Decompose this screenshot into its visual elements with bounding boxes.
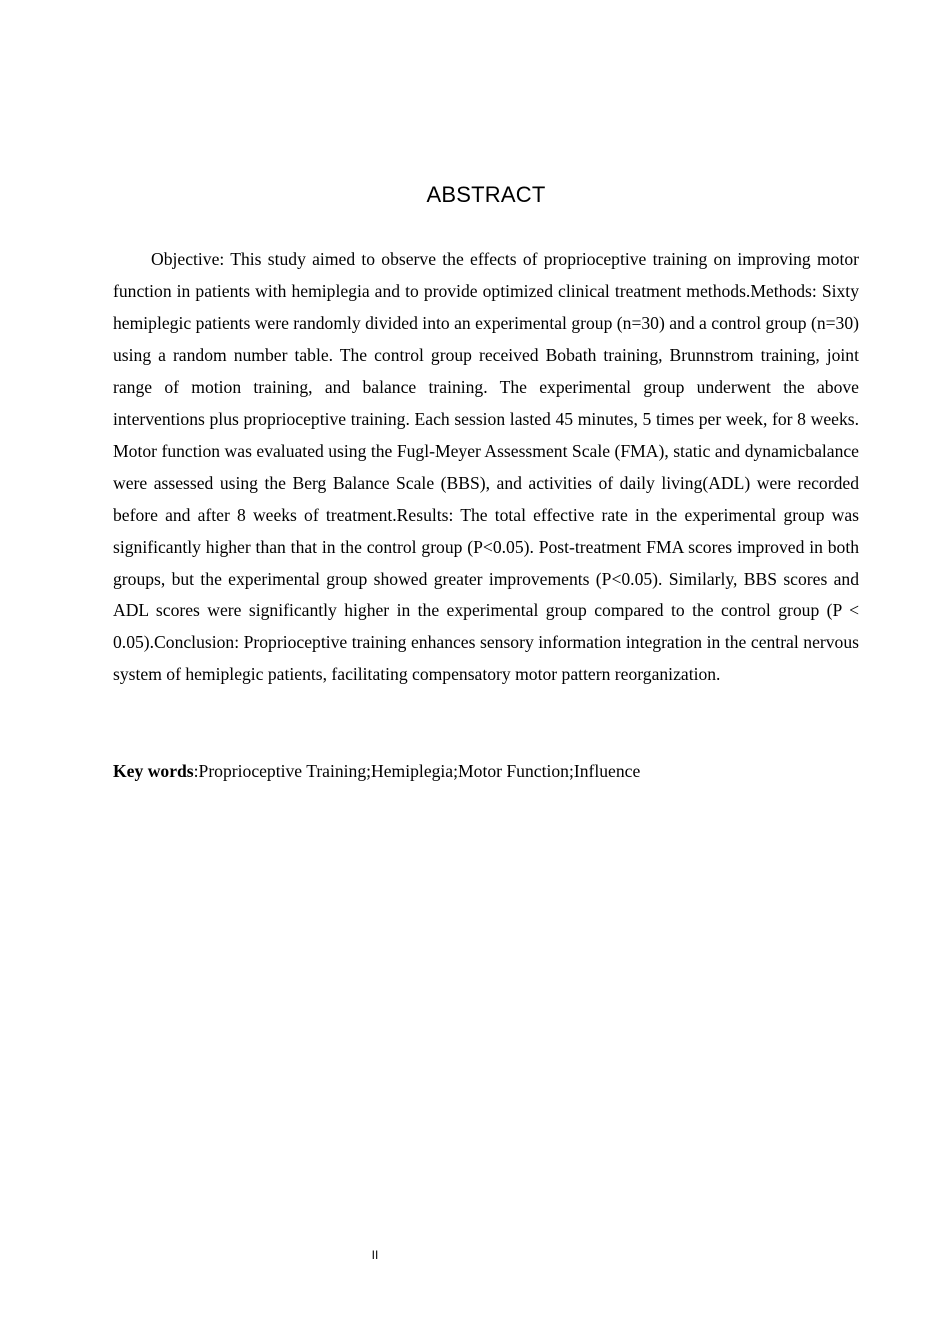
- abstract-body: Objective: This study aimed to observe the effects of proprioceptive training on improving motor function in patients with hemiplegia and to provide optimized clinical treatment methods.Methods: Sixty hemiplegic patients were randomly divided into an experimental group (n=30) and a control group (n=30) using a random number table. The control group received Bobath training, Brunnstrom training, joint range of motion training, and balance training. The experimental group underwent the above interventions plus proprioceptive training. Each session lasted 45 minutes, 5 times per week, for 8 weeks. Motor function was evaluated using the Fugl-Meyer Assessment Scale (FMA), static and dynamicbalance were assessed using the Berg Balance Scale (BBS), and activities of daily living(ADL) were recorded before and after 8 weeks of treatment.Results: The total effective rate in the experimental group was significantly higher than that in the control group (P<0.05). Post-treatment FMA scores improved in both groups, but the experimental group showed greater improvements (P<0.05). Similarly, BBS scores and ADL scores were significantly higher in the experimental group compared to the control group (P < 0.05).Conclusion: Proprioceptive training enhances sensory information integration in the central nervous system of hemiplegic patients, facilitating compensatory motor pattern reorganization.: [113, 249, 859, 685]
- keywords-line: [113, 755, 859, 787]
- keywords-separator: :: [193, 761, 199, 781]
- page-number: II: [371, 1248, 379, 1262]
- keywords-list: Proprioceptive Training;Hemiplegia;Motor Function;Influence: [198, 761, 641, 781]
- abstract-title: ABSTRACT: [426, 182, 546, 207]
- keywords-label: Key words: [113, 761, 194, 781]
